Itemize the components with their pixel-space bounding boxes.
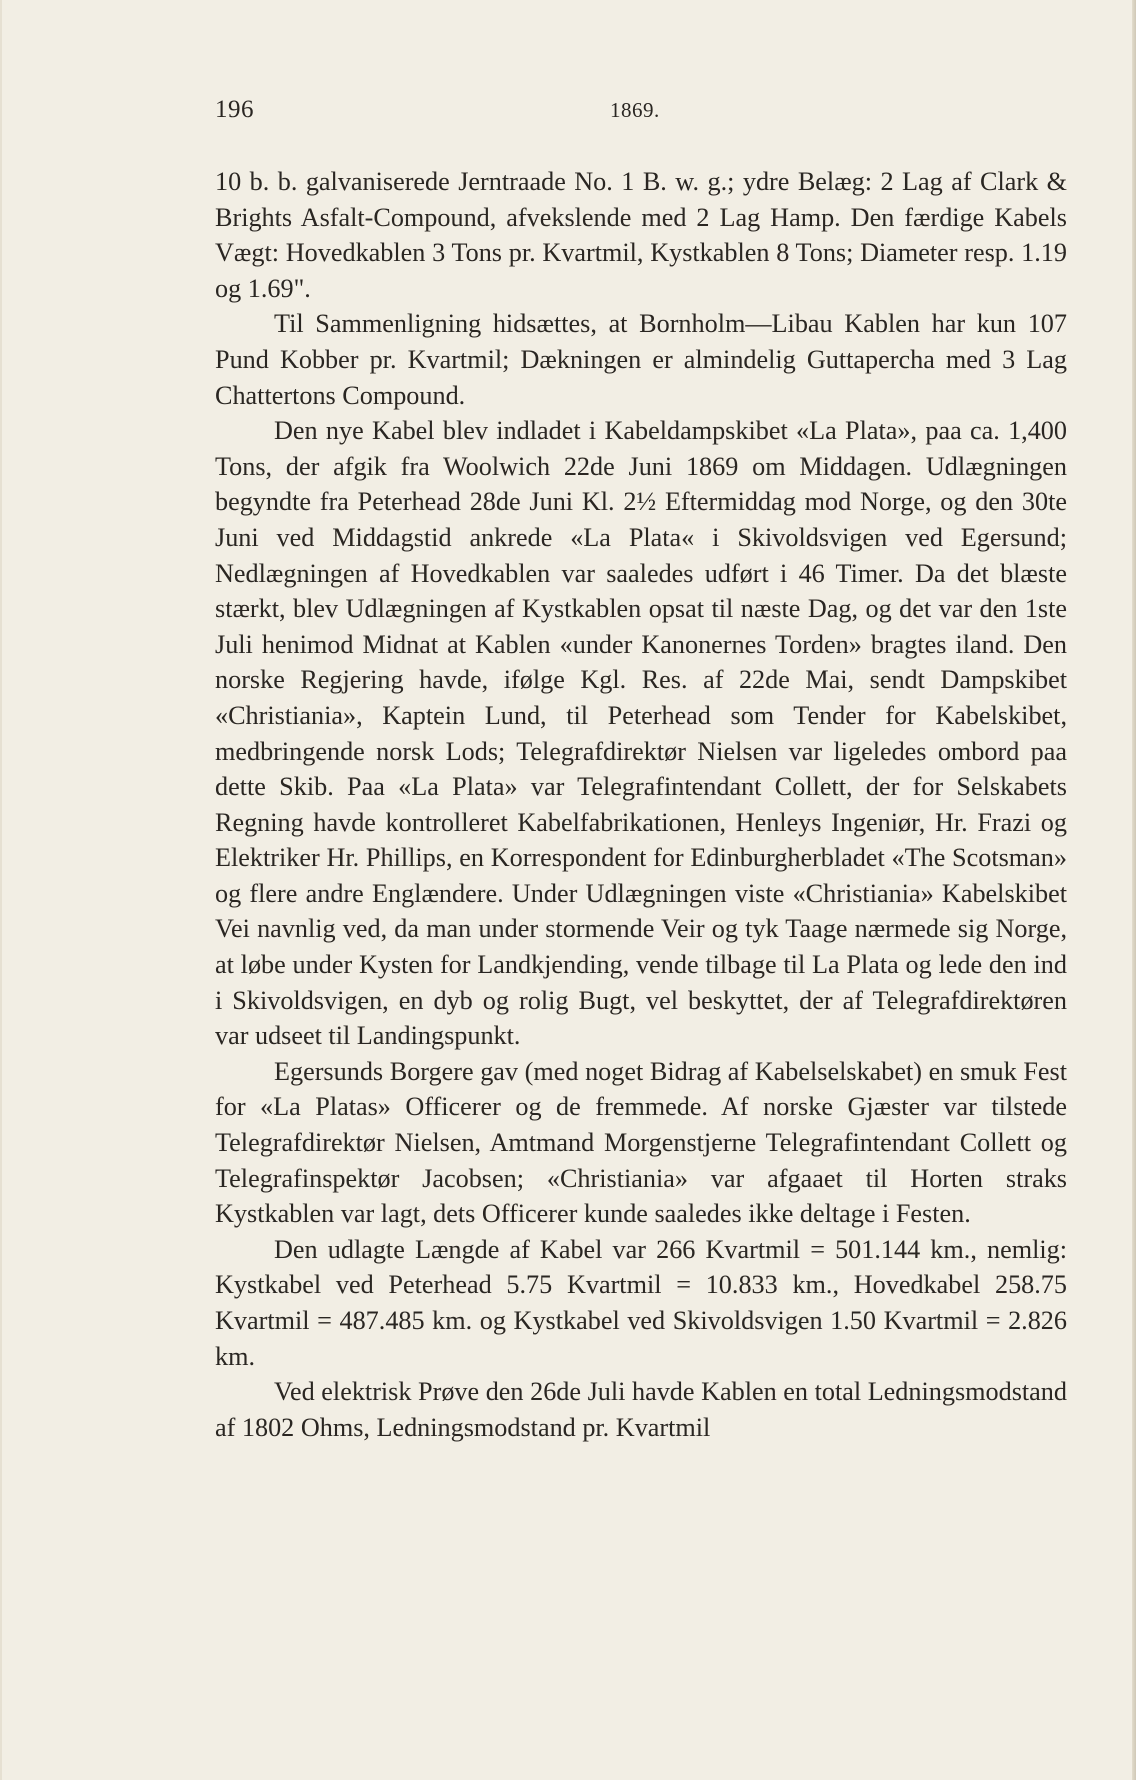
page-number: 196 [215,96,254,123]
paragraph-cable-laying: Den nye Kabel blev indladet i Kabeldampskibet «La Plata», paa ca. 1,400 Tons, der afgik fra Woolwich 22de Juni 1869 om Middagen. Udlægningen begyndte fra Peterhead 28de Juni Kl. 2½ Eftermiddag mod Norge, og den 30te Juni ved Middagstid ankrede «La Plata« i Skivoldsvigen ved Egersund; Nedlægningen af Hovedkablen var saaledes udført i 46 Timer. Da det blæste stærkt, blev Udlægningen af Kystkablen opsat til næste Dag, og det var den 1ste Juli henimod Midnat at Kablen «under Kanonernes Torden» bragtes iland. Den norske Regjering havde, ifølge Kgl. Res. af 22de Mai, sendt Dampskibet «Christiania», Kaptein Lund, til Peterhead som Tender for Kabelskibet, medbringende norsk Lods; Telegrafdirektør Nielsen var ligeledes ombord paa dette Skib. Paa «La Plata» var Telegrafintendant Collett, der for Selskabets Regning havde kontrolleret Kabelfabrikationen, Henleys Ingeniør, Hr. Frazi og Elektriker Hr. Phillips, en Korrespondent for Edinburgherbladet «The Scotsman» og flere andre Englændere. Under Udlægningen viste «Christiania» Kabelskibet Vei navnlig ved, da man under stormende Veir og tyk Taage nærmede sig Norge, at løbe under Kysten for Landkjending, vende tilbage til La Plata og lede den ind i Skivoldsvigen, en dyb og rolig Bugt, vel beskyttet, der af Telegrafdirektøren var udseet til Landingspunkt. [215,416,1067,1051]
paragraph-cable-length: Den udlagte Længde af Kabel var 266 Kvartmil = 501.144 km., nemlig: Kystkabel ved Peterhead 5.75 Kvartmil = 10.833 km., Hovedkabel 258.75 Kvartmil = 487.485 km. og Kystkabel ved Skivoldsvigen 1.50 Kvartmil = 2.826 km. [215,1234,1067,1371]
running-title-year: 1869. [610,98,660,122]
page-edge-right [1132,0,1136,1780]
body-text [215,164,1067,1445]
paragraph-comparison: Til Sammenligning hidsættes, at Bornholm—Libau Kablen har kun 107 Pund Kobber pr. Kvartmil; Dækningen er almindelig Guttapercha med 3 Lag Chattertons Compound. [215,309,1067,410]
running-header [215,96,1070,136]
paragraph-electrical-test: Ved elektrisk Prøve den 26de Juli havde Kablen en total Ledningsmodstand af 1802 Ohms, Ledningsmodstand pr. Kvartmil [215,1377,1067,1442]
paragraph-cable-specs: 10 b. b. galvaniserede Jerntraade No. 1 B. w. g.; ydre Belæg: 2 Lag af Clark & Brights Asfalt-Compound, afvekslende med 2 Lag Hamp. Den færdige Kabels Vægt: Hovedkablen 3 Tons pr. Kvartmil, Kystkablen 8 Tons; Diameter resp. 1.19 og 1.69". [215,167,1067,303]
page-edge-left [0,0,2,1780]
paragraph-celebration: Egersunds Borgere gav (med noget Bidrag af Kabelselskabet) en smuk Fest for «La Platas» Officerer og de fremmede. Af norske Gjæster var tilstede Telegrafdirektør Nielsen, Amtmand Morgenstjerne Telegrafintendant Collett og Telegrafinspektør Jacobsen; «Christiania» var afgaaet til Horten straks Kystkablen var lagt, dets Officerer kunde saaledes ikke deltage i Festen. [215,1056,1067,1229]
